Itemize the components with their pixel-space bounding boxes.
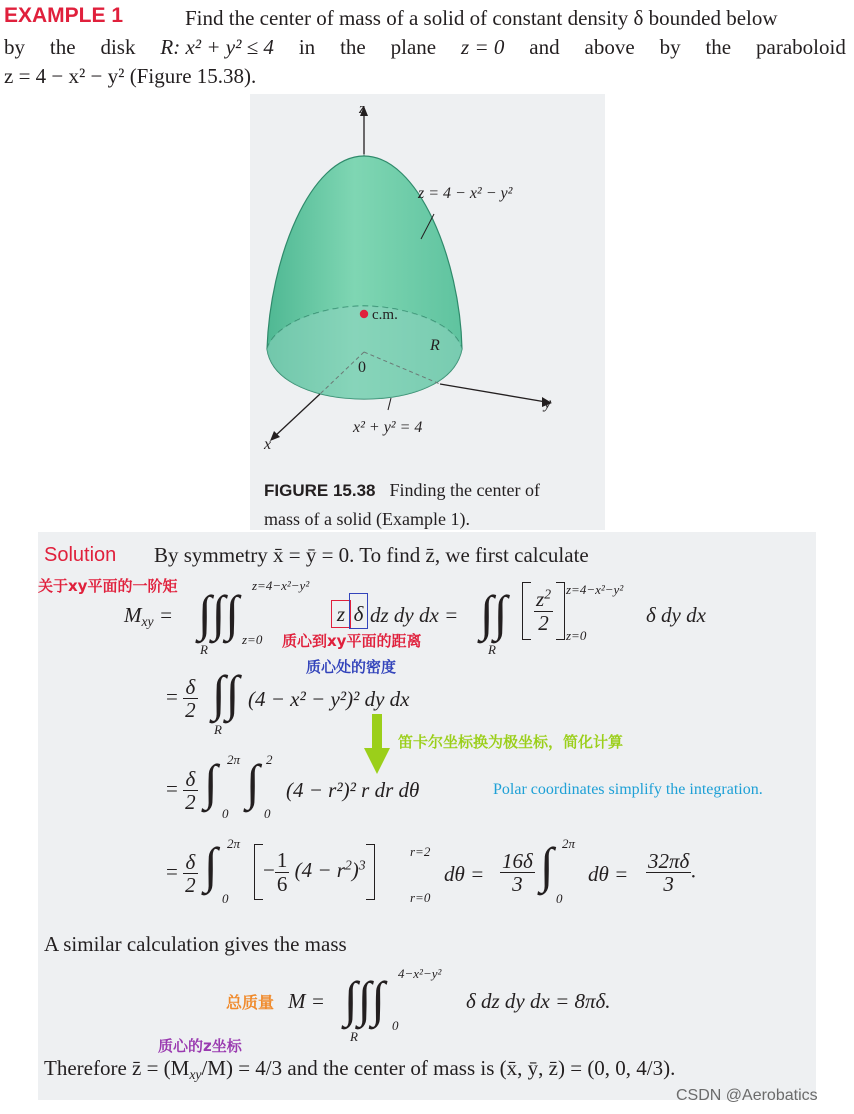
x-axis-label: x bbox=[264, 436, 272, 453]
integral-3a-lower: 0 bbox=[222, 806, 229, 821]
circle-equation-label: x² + y² = 4 bbox=[353, 419, 423, 436]
bracket-z2: $\frac{z^2}{2}$ bbox=[522, 582, 565, 640]
bracket-lower: z=0 bbox=[566, 628, 587, 643]
mass-lhs: M = bbox=[288, 989, 325, 1013]
integral-3b: ∫ bbox=[246, 754, 260, 810]
line3-expr: (4 − r²)² r dr dθ bbox=[286, 778, 420, 802]
integral-4b: ∫ bbox=[540, 837, 554, 893]
line2-eq: = $\frac{\delta}{2}$ bbox=[166, 675, 196, 723]
similar-text: A similar calculation gives the mass bbox=[44, 932, 347, 956]
region-subscript-1: R bbox=[200, 642, 208, 657]
annotation-distance: 质心到xy平面的距离 bbox=[282, 632, 422, 650]
mxy-symbol: $M_{xy}$ = bbox=[124, 603, 174, 630]
y-axis bbox=[440, 384, 546, 402]
line4-mid: dθ = bbox=[444, 862, 485, 886]
problem-line-3: z = 4 − x² − y² (Figure 15.38). bbox=[4, 64, 257, 88]
down-arrow-icon bbox=[364, 714, 390, 776]
mass-lower: 0 bbox=[392, 1018, 399, 1033]
solution-label: Solution bbox=[44, 544, 117, 566]
double-integral-2: ∫∫ bbox=[212, 665, 240, 721]
origin-label: 0 bbox=[358, 359, 366, 376]
line4-eq: = $\frac{\delta}{2}$ bbox=[166, 850, 196, 898]
line3-eq: = $\frac{\delta}{2}$ bbox=[166, 767, 196, 815]
integral-3b-lower: 0 bbox=[264, 806, 271, 821]
y-axis-label: y bbox=[544, 395, 552, 412]
region-subscript-mass: R bbox=[350, 1029, 358, 1044]
example-label: EXAMPLE 1 bbox=[4, 4, 124, 27]
region-subscript-2: R bbox=[214, 722, 222, 737]
integral-1-upper: z=4−x²−y² bbox=[252, 578, 310, 593]
integral-3a-upper: 2π bbox=[227, 752, 241, 767]
integral-3a: ∫ bbox=[204, 754, 218, 810]
integral-1-lower: z=0 bbox=[242, 632, 263, 647]
region-subscript-1b: R bbox=[488, 642, 496, 657]
solution-intro: By symmetry x̄ = ȳ = 0. To find z̄, we first calculate bbox=[154, 543, 589, 567]
integral-4a: ∫ bbox=[204, 837, 218, 893]
problem-line-2: by the disk R: x² + y² ≤ 4 in the plane z = 0 and above by the paraboloid bbox=[4, 35, 846, 59]
annotation-density: 质心处的密度 bbox=[306, 658, 397, 676]
integral-4a-lower: 0 bbox=[222, 891, 229, 906]
center-of-mass-dot bbox=[360, 310, 368, 318]
conclusion: Therefore z̄ = $(M_{xy}/M) = 4/3$ and the center of mass is (x̄, ȳ, z̄) = (0, 0, 4/3). bbox=[44, 1056, 676, 1083]
integral-4b-upper: 2π bbox=[562, 836, 576, 851]
watermark: CSDN @Aerobatics bbox=[676, 1087, 818, 1104]
r-lower: r=0 bbox=[410, 890, 431, 905]
paraboloid-figure bbox=[250, 94, 605, 464]
integral-3b-upper: 2 bbox=[266, 752, 273, 767]
annotation-total-mass: 总质量 bbox=[226, 993, 275, 1012]
annotation-to-polar: 笛卡尔坐标换为极坐标，简化计算 bbox=[398, 733, 624, 751]
triple-integral-1: ∫∫∫ bbox=[198, 585, 240, 641]
figure-caption: FIGURE 15.38 Finding the center of mass of a solid (Example 1). bbox=[264, 480, 540, 529]
example-heading bbox=[4, 2, 123, 28]
annotation-z-coordinate: 质心的z坐标 bbox=[158, 1037, 242, 1055]
frac-16delta: $\frac{16\delta}{3}$ bbox=[502, 849, 533, 897]
polar-note: Polar coordinates simplify the integration. bbox=[493, 781, 763, 798]
integral-4a-upper: 2π bbox=[227, 836, 241, 851]
line1-rest: dz dy dx = bbox=[370, 603, 459, 627]
line2-expr: (4 − x² − y²)² dy dx bbox=[248, 687, 410, 711]
line4-end: dθ = bbox=[588, 862, 629, 886]
region-label: R bbox=[430, 337, 440, 354]
double-integral-1b: ∫∫ bbox=[480, 585, 508, 641]
figure-number: FIGURE 15.38 bbox=[264, 481, 376, 500]
circle-label-leader bbox=[388, 398, 391, 410]
mass-rest: δ dz dy dx = 8πδ. bbox=[466, 989, 611, 1013]
surface-equation-label: z = 4 − x² − y² bbox=[418, 185, 513, 202]
mass-upper: 4−x²−y² bbox=[398, 966, 442, 981]
frac-32pi-delta: $\frac{32\pi\delta}{3}$ . bbox=[648, 849, 697, 897]
bracket-upper: z=4−x²−y² bbox=[566, 582, 624, 597]
z-box: z bbox=[331, 600, 351, 628]
x-axis bbox=[274, 394, 320, 437]
center-of-mass-label: c.m. bbox=[372, 307, 398, 323]
triple-integral-mass: ∫∫∫ bbox=[344, 971, 386, 1027]
line4-bracket: − $\frac{1}{6}$ $(4 - r^2)^3$ bbox=[254, 844, 375, 900]
r-upper: r=2 bbox=[410, 844, 431, 859]
integral-4b-lower: 0 bbox=[556, 891, 563, 906]
delta-box: δ bbox=[349, 593, 368, 629]
z-axis-label: z bbox=[359, 101, 365, 117]
problem-line-1: Find the center of mass of a solid of constant density δ bounded below bbox=[185, 6, 778, 30]
annotation-first-moment: 关于xy平面的一阶矩 bbox=[38, 577, 178, 595]
line1-tail: δ dy dx bbox=[646, 603, 706, 627]
